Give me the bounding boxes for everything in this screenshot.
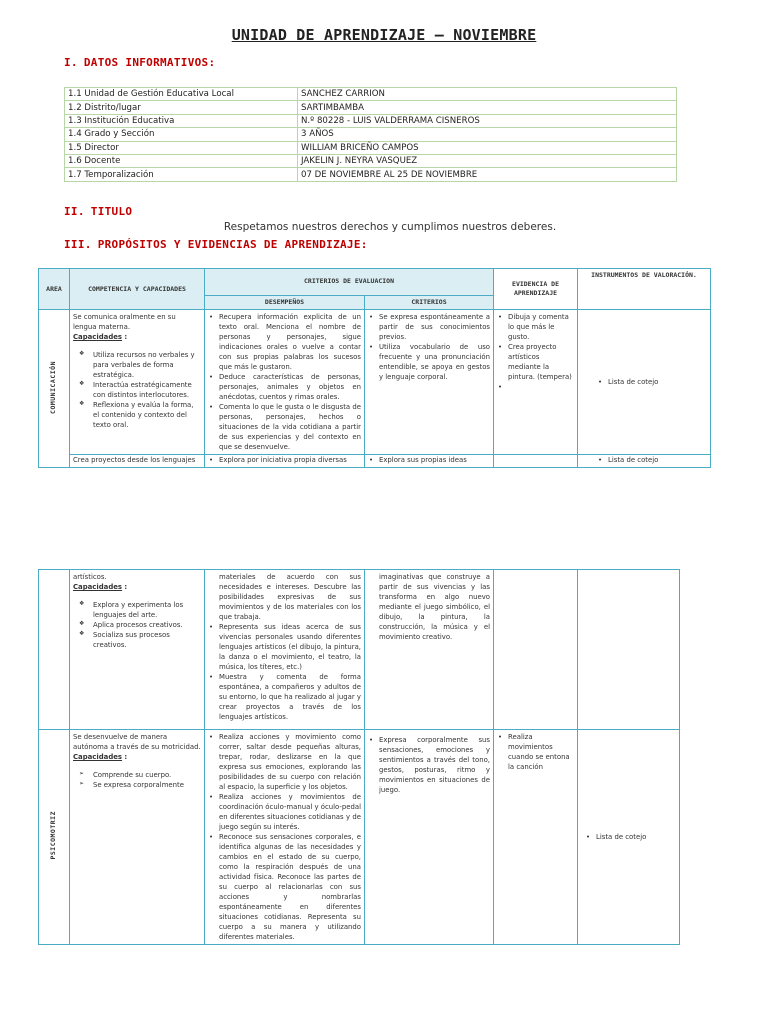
criterios-cell: [365, 310, 494, 455]
info-value: SARTIMBAMBA: [298, 101, 677, 114]
desempenos-cell: [205, 310, 365, 455]
section-datos-informativos: [64, 56, 215, 69]
header-evidencia: EVIDENCIA DE APRENDIZAJE: [494, 269, 578, 310]
list-item: • Utiliza vocabulario de uso frecuente y una pronunciación entendible, se apoya en gestos y lenguaje corporal.: [368, 342, 490, 382]
list-item: ❖ Interactúa estratégicamente con distintos interlocutores.: [79, 380, 201, 400]
list-item: • Representa sus ideas acerca de sus vivencias personales usando diferentes lenguajes artísticos (el dibujo, la pintura, la danza o el movimiento, el teatro, la música, los títeres, etc.): [208, 622, 361, 672]
desempenos-cell: [205, 730, 365, 945]
header-instrumentos: INSTRUMENTOS DE VALORACIÓN.: [578, 269, 711, 310]
list-item: • Dibuja y comenta lo que más le gusto.: [497, 312, 574, 342]
info-key: 1.3 Institución Educativa: [65, 114, 298, 127]
table-row-comunicacion: [39, 310, 711, 455]
desempenos-list: [208, 622, 361, 722]
competencia-cell: Se comunica oralmente en su lengua materna. Capacidades : ❖ Utiliza recursos no verbales y para verbales de forma estratégica. ❖ Interactúa estratégicamente con distintos interlocutores. ❖ Reflexiona y evalúa la forma, el contenido y contexto del texto oral.: [70, 310, 205, 455]
info-key: 1.1 Unidad de Gestión Educativa Local: [65, 88, 298, 101]
info-key: 1.4 Grado y Sección: [65, 128, 298, 141]
area-cell: [39, 570, 70, 730]
competencia-text: Crea proyectos desde los lenguajes: [73, 456, 196, 465]
list-item: • Se expresa espontáneamente a partir de sus conocimientos previos.: [368, 312, 490, 342]
desempenos-list: [208, 455, 361, 465]
capacidades-list: [79, 350, 201, 430]
list-item: • Muestra y comenta de forma espontánea, a compañeros y adultos de su entorno, lo que ha realizado al jugar y crear proyectos a través de los lenguajes artísticos.: [208, 672, 361, 722]
capacidades-list: [79, 600, 201, 650]
document-title: UNIDAD DE APRENDIZAJE – NOVIEMBRE: [231, 26, 537, 44]
table-row: [65, 154, 677, 167]
list-item: • Recupera información explicita de un texto oral. Menciona el nombre de personas y personajes, sigue indicaciones orales o vuelve a contar con sus propias palabras los sucesos que más le gustaron.: [208, 312, 361, 372]
instrumento-cell: [578, 310, 711, 455]
info-key: 1.7 Temporalización: [65, 168, 298, 181]
datos-informativos-table: [64, 87, 677, 182]
header-criterios-evaluacion: CRITERIOS DE EVALUACION: [205, 269, 494, 296]
area-cell: [39, 310, 70, 468]
table-row-arte-cont: [39, 570, 680, 730]
desempenos-cell: [205, 455, 365, 468]
list-item: • Explora sus propias ideas: [368, 455, 490, 465]
list-item: • Lista de cotejo: [597, 377, 707, 387]
info-value: JAKELIN J. NEYRA VASQUEZ: [298, 154, 677, 167]
area-label-comunicacion: COMUNICACIÓN: [49, 360, 58, 414]
list-item: • Reconoce sus sensaciones corporales, e identifica algunas de las necesidades y cambios en el estado de su cuerpo, como la respiración después de una actividad física. Reconoce las partes de su cuerpo al relacionarlas con sus acciones y nombrarlas espontáneamente en diferentes situaciones cotidianas. Representa su cuerpo a su manera y utilizando diferentes materiales.: [208, 832, 361, 942]
evidencia-cell: [494, 730, 578, 945]
instrumento-list: [597, 377, 707, 387]
evidencia-cell: [494, 455, 578, 468]
desempeno-continued: materiales de acuerdo con sus necesidades e intereses. Descubre las posibilidades expresivas de sus movimientos y de los materiales con los que trabaja.: [219, 573, 361, 621]
instrumento-cell: [578, 570, 680, 730]
section-number: II.: [64, 205, 85, 218]
area-cell: [39, 730, 70, 945]
info-key: 1.2 Distrito/lugar: [65, 101, 298, 114]
list-item: • Lista de cotejo: [597, 455, 707, 465]
header-desempenos: DESEMPEÑOS: [205, 296, 365, 310]
instrumento-cell: [578, 455, 711, 468]
list-item: • Expresa corporalmente sus sensaciones, emociones y sentimientos a través del tono, gestos, posturas, ritmo y movimientos en situaciones de juego.: [368, 735, 490, 795]
section-titulo: [64, 205, 132, 218]
evidencia-cell: [494, 570, 578, 730]
list-item: • Realiza acciones y movimientos de coordinación óculo-manual y óculo-pedal en diferentes situaciones cotidianas y de juego según su interés.: [208, 792, 361, 832]
competencia-text: artísticos.: [73, 573, 107, 581]
competencia-cell: Se desenvuelve de manera autónoma a través de su motricidad. Capacidades : ➢ Comprende su cuerpo. ➢ Se expresa corporalmente: [70, 730, 205, 945]
info-value: 3 AÑOS: [298, 128, 677, 141]
list-item: ❖ Explora y experimenta los lenguajes del arte.: [79, 600, 201, 620]
criterios-list: [368, 735, 490, 795]
section-propositos: [64, 238, 368, 251]
list-item: • Explora por iniciativa propia diversas: [208, 455, 361, 465]
list-item: ➢ Comprende su cuerpo.: [79, 770, 201, 780]
section-label: TITULO: [90, 205, 133, 218]
header-area: AREA: [39, 269, 70, 310]
list-item: ❖ Socializa sus procesos creativos.: [79, 630, 201, 650]
instrumento-list: [585, 832, 676, 842]
criterios-cell: [365, 570, 494, 730]
info-value: 07 DE NOVIEMBRE AL 25 DE NOVIEMBRE: [298, 168, 677, 181]
capacidades-label: Capacidades: [73, 333, 123, 342]
desempenos-list: [208, 732, 361, 942]
unit-title-text: Respetamos nuestros derechos y cumplimos nuestros deberes.: [223, 221, 557, 233]
capacidades-list: [79, 770, 201, 790]
criterio-continued: imaginativas que construye a partir de sus vivencias y las transforma en algo nuevo mediante el juego simbólico, el dibujo, la pintura, la construcción, la música y el movimiento creativo.: [379, 573, 490, 641]
section-label: PROPÓSITOS Y EVIDENCIAS DE APRENDIZAJE:: [97, 238, 368, 251]
info-value: SANCHEZ CARRION: [298, 88, 677, 101]
header-competencia: COMPETENCIA Y CAPACIDADES: [70, 269, 205, 310]
criterios-list: [368, 312, 490, 382]
table-row-psicomotriz: [39, 730, 680, 945]
list-item: ❖ Aplica procesos creativos.: [79, 620, 201, 630]
section-number: III.: [64, 238, 92, 251]
propositos-table-page1: [38, 268, 711, 468]
competencia-cell: [70, 455, 205, 468]
list-item: • Realiza acciones y movimiento como correr, saltar desde pequeñas alturas, trepar, rodar, deslizarse en la que expresa sus emociones, explorando las posibilidades de su cuerpo con relación al espacio, la superficie y los objetos.: [208, 732, 361, 792]
criterios-list: [368, 455, 490, 465]
table-row: [65, 141, 677, 154]
list-item: ❖ Utiliza recursos no verbales y para verbales de forma estratégica.: [79, 350, 201, 380]
capacidades-label: Capacidades: [73, 753, 123, 761]
evidencia-list: [497, 312, 574, 382]
propositos-table-page2: [38, 569, 680, 945]
section-label: DATOS INFORMATIVOS:: [83, 56, 216, 69]
instrumento-cell: [578, 730, 680, 945]
info-value: N.º 80228 - LUIS VALDERRAMA CISNEROS: [298, 114, 677, 127]
info-key: 1.6 Docente: [65, 154, 298, 167]
table-row: [65, 114, 677, 127]
list-item: • Realiza movimientos cuando se entona la canción: [497, 732, 574, 772]
desempenos-list: [208, 312, 361, 452]
list-item: • Lista de cotejo: [585, 832, 676, 842]
section-number: I.: [64, 56, 78, 69]
table-row: [65, 101, 677, 114]
evidencia-cell: [494, 310, 578, 455]
info-value: WILLIAM BRICEÑO CAMPOS: [298, 141, 677, 154]
instrumento-list: [597, 455, 707, 465]
table-row: [65, 128, 677, 141]
header-criterios: CRITERIOS: [365, 296, 494, 310]
evidencia-list: [497, 732, 574, 772]
list-item: ❖ Reflexiona y evalúa la forma, el contenido y contexto del texto oral.: [79, 400, 201, 430]
area-label-psicomotriz: PSICOMOTRIZ: [49, 811, 58, 860]
table-row-arte-start: [39, 455, 711, 468]
info-key: 1.5 Director: [65, 141, 298, 154]
desempenos-cell: [205, 570, 365, 730]
table-row: [65, 88, 677, 101]
list-item: ➢ Se expresa corporalmente: [79, 780, 201, 790]
criterios-cell: [365, 455, 494, 468]
list-item: • Deduce características de personas, personajes, animales y objetos en anécdotas, cuentos y rimas orales.: [208, 372, 361, 402]
table-header-row: [39, 269, 711, 296]
competencia-text: Se comunica oralmente en su lengua materna.: [73, 313, 176, 332]
capacidades-label: Capacidades: [73, 583, 123, 591]
criterios-cell: [365, 730, 494, 945]
list-item: • Crea proyecto artísticos mediante la pintura. (tempera): [497, 342, 574, 382]
table-row: [65, 168, 677, 181]
list-item: • Comenta lo que le gusta o le disgusta de personas, personajes, hechos o situaciones de la vida cotidiana a partir de sus experiencias y del contexto en que se desenvuelve.: [208, 402, 361, 452]
competencia-text: Se desenvuelve de manera autónoma a través de su motricidad.: [73, 733, 201, 751]
competencia-cell: artísticos. Capacidades : ❖ Explora y experimenta los lenguajes del arte. ❖ Aplica procesos creativos. ❖ Socializa sus procesos creativos.: [70, 570, 205, 730]
